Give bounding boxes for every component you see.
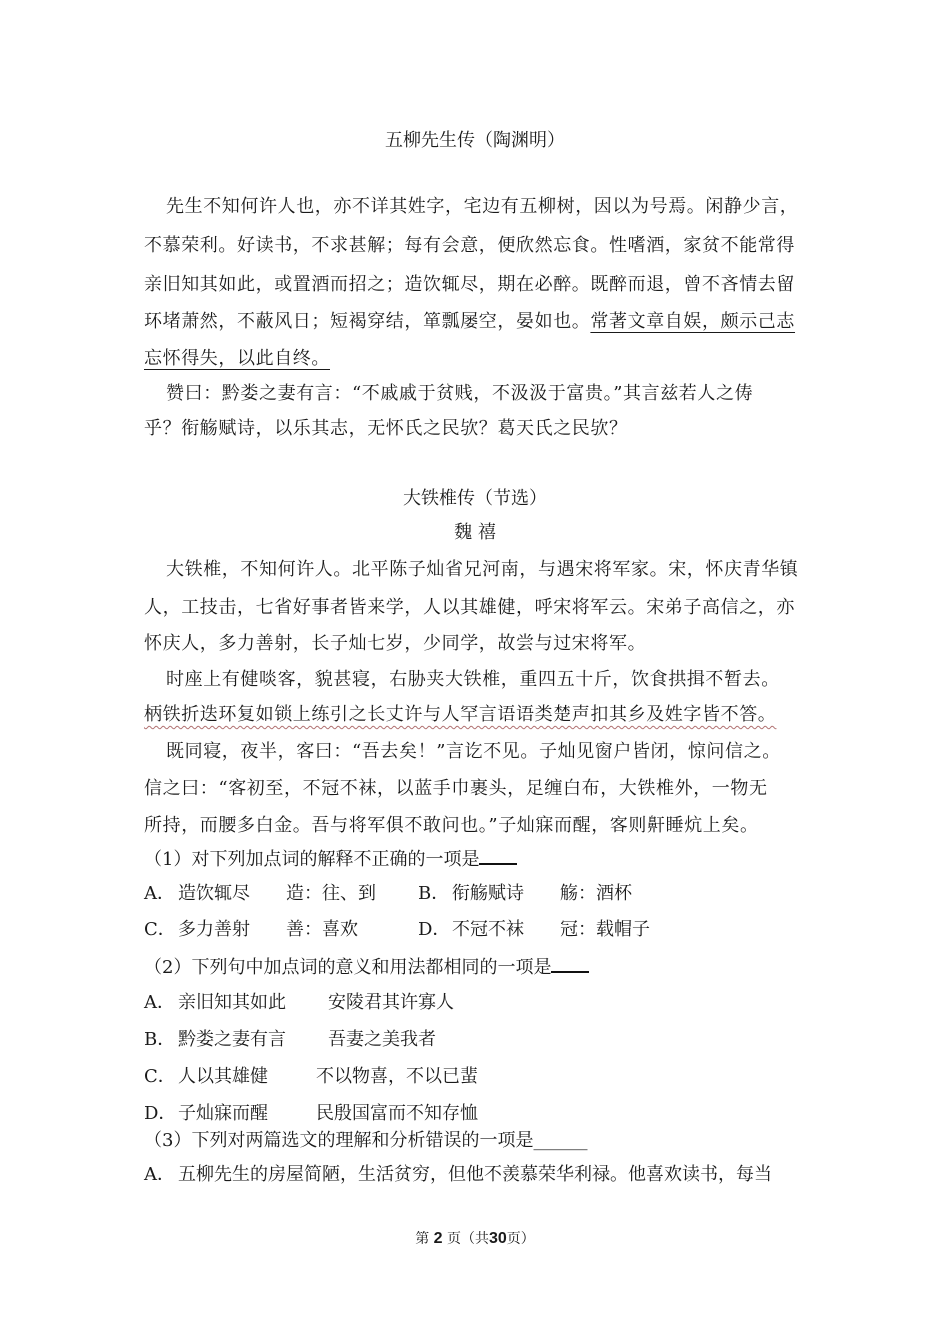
- question-1: [144, 845, 517, 871]
- q2-option-d-letter: D．: [144, 1103, 177, 1124]
- q1-option-row-2: [144, 915, 650, 941]
- footer-total-pages: 30: [489, 1230, 507, 1247]
- q2-option-d-second: 民殷国富而不知存恤: [316, 1103, 478, 1124]
- footer-page-number: 2: [433, 1230, 443, 1247]
- question-2: [144, 953, 589, 979]
- footer-suffix: 页）: [506, 1231, 535, 1247]
- answer-blank-2[interactable]: [551, 957, 589, 973]
- passage2-author: 魏 禧: [454, 522, 496, 543]
- question-3-text: （3）下列对两篇选文的理解和分析错误的一项是: [144, 1130, 534, 1151]
- wavy-underlined-line: 柄铁折迭环复如锁上练引之长丈许与人罕言语语类楚声扣其乡及姓字皆不答。: [144, 704, 777, 725]
- footer-mid: 页（共: [447, 1231, 489, 1247]
- q2-option-a: [144, 988, 454, 1014]
- passage2-line-8: 所持，而腰多白金。吾与将军俱不敢问也。”子灿寐而醒，客则鼾睡炕上矣。: [144, 815, 759, 836]
- passage2-line-6: 既同寝，夜半，客曰：“吾去矣！”言讫不见。子灿见窗户皆闭，惊问信之。: [166, 741, 781, 762]
- q2-option-b-letter: B．: [144, 1029, 176, 1050]
- q3-option-a-letter: A．: [144, 1164, 175, 1185]
- q2-option-b: [144, 1025, 436, 1051]
- passage2-line-3: 怀庆人，多力善射，长子灿七岁，少同学，故尝与过宋将军。: [144, 633, 647, 654]
- page-footer: [0, 1228, 950, 1248]
- passage2-line-7: 信之曰：“客初至，不冠不袜，以蓝手巾裹头，足缠白布，大铁椎外，一物无: [144, 778, 768, 799]
- q2-option-a-first: 亲旧知其如此: [178, 992, 286, 1013]
- q1-option-a-gloss: 造：往、到: [286, 883, 376, 904]
- footer-prefix: 第: [415, 1231, 430, 1247]
- q2-option-c-first: 人以其雄健: [178, 1066, 268, 1087]
- question-3: [144, 1126, 587, 1152]
- passage1-title: 五柳先生传（陶渊明）: [385, 130, 565, 151]
- q1-option-d-gloss: 冠：载帽子: [560, 919, 650, 940]
- answer-blank-3[interactable]: ______: [533, 1130, 588, 1151]
- q2-option-c-second: 不以物喜，不以已蜚: [316, 1066, 478, 1087]
- q1-option-a-phrase: 造饮辄尽: [178, 883, 250, 904]
- q1-option-d-phrase: 不冠不袜: [452, 919, 524, 940]
- q2-option-d-first: 子灿寐而醒: [178, 1103, 268, 1124]
- passage1-line-4: [144, 307, 795, 333]
- answer-blank-1[interactable]: [479, 849, 517, 865]
- passage2-line-1: 大铁椎，不知何许人。北平陈子灿省兄河南，与遇宋将军家。宋，怀庆青华镇: [166, 559, 799, 580]
- question-1-text: （1）对下列加点词的解释不正确的一项是: [144, 849, 480, 870]
- passage2-line-4: 时座上有健啖客，貌甚寝，右胁夹大铁椎，重四五十斤，饮食拱揖不暂去。: [166, 669, 780, 690]
- q2-option-d: [144, 1099, 478, 1125]
- q1-option-b-letter: B．: [418, 883, 450, 904]
- question-2-text: （2）下列句中加点词的意义和用法都相同的一项是: [144, 957, 552, 978]
- passage1-line-1: 先生不知何许人也，亦不详其姓字，宅边有五柳树，因以为号焉。闲静少言，: [166, 196, 799, 217]
- q1-option-d-letter: D．: [418, 919, 451, 940]
- q2-option-c-letter: C．: [144, 1066, 176, 1087]
- underlined-sentence-part-1: 常著文章自娱，颇示己志: [590, 311, 796, 332]
- zan-line-2: 乎？衔觞赋诗，以乐其志，无怀氏之民欤？葛天氏之民欤？: [144, 418, 628, 439]
- zan-line-1: 赞曰：黔娄之妻有言：“不戚戚于贫贱，不汲汲于富贵。”其言兹若人之俦: [166, 383, 754, 404]
- q1-option-c-letter: C．: [144, 919, 176, 940]
- q3-option-a: [144, 1160, 772, 1186]
- q1-option-c-phrase: 多力善射: [178, 919, 250, 940]
- underlined-sentence-part-2: 忘怀得失，以此自终。: [144, 348, 330, 369]
- q1-option-c-gloss: 善：喜欢: [286, 919, 358, 940]
- q1-option-b-phrase: 衔觞赋诗: [452, 883, 524, 904]
- passage2-title: 大铁椎传（节选）: [403, 488, 547, 509]
- q1-option-b-gloss: 觞：酒杯: [560, 883, 632, 904]
- q2-option-a-letter: A．: [144, 992, 175, 1013]
- passage1-line-4-text: 环堵萧然，不蔽风日；短褐穿结，箪瓢屡空，晏如也。: [144, 311, 591, 332]
- passage1-line-2: 不慕荣利。好读书，不求甚解；每有会意，便欣然忘食。性嗜酒，家贫不能常得: [144, 235, 795, 256]
- q2-option-c: [144, 1062, 478, 1088]
- q2-option-b-first: 黔娄之妻有言: [178, 1029, 286, 1050]
- q1-option-a-letter: A．: [144, 883, 175, 904]
- q2-option-a-second: 安陵君其许寡人: [328, 992, 454, 1013]
- q1-option-row-1: [144, 879, 632, 905]
- passage2-line-2: 人，工技击，七省好事者皆来学，人以其雄健，呼宋将军云。宋弟子高信之，亦: [144, 597, 795, 618]
- passage1-line-3: 亲旧知其如此，或置酒而招之；造饮辄尽，期在必醉。既醉而退，曾不吝情去留: [144, 274, 795, 295]
- q2-option-b-second: 吾妻之美我者: [328, 1029, 436, 1050]
- q3-option-a-text: 五柳先生的房屋简陋，生活贫穷，但他不羡慕荣华利禄。他喜欢读书，每当: [178, 1164, 772, 1185]
